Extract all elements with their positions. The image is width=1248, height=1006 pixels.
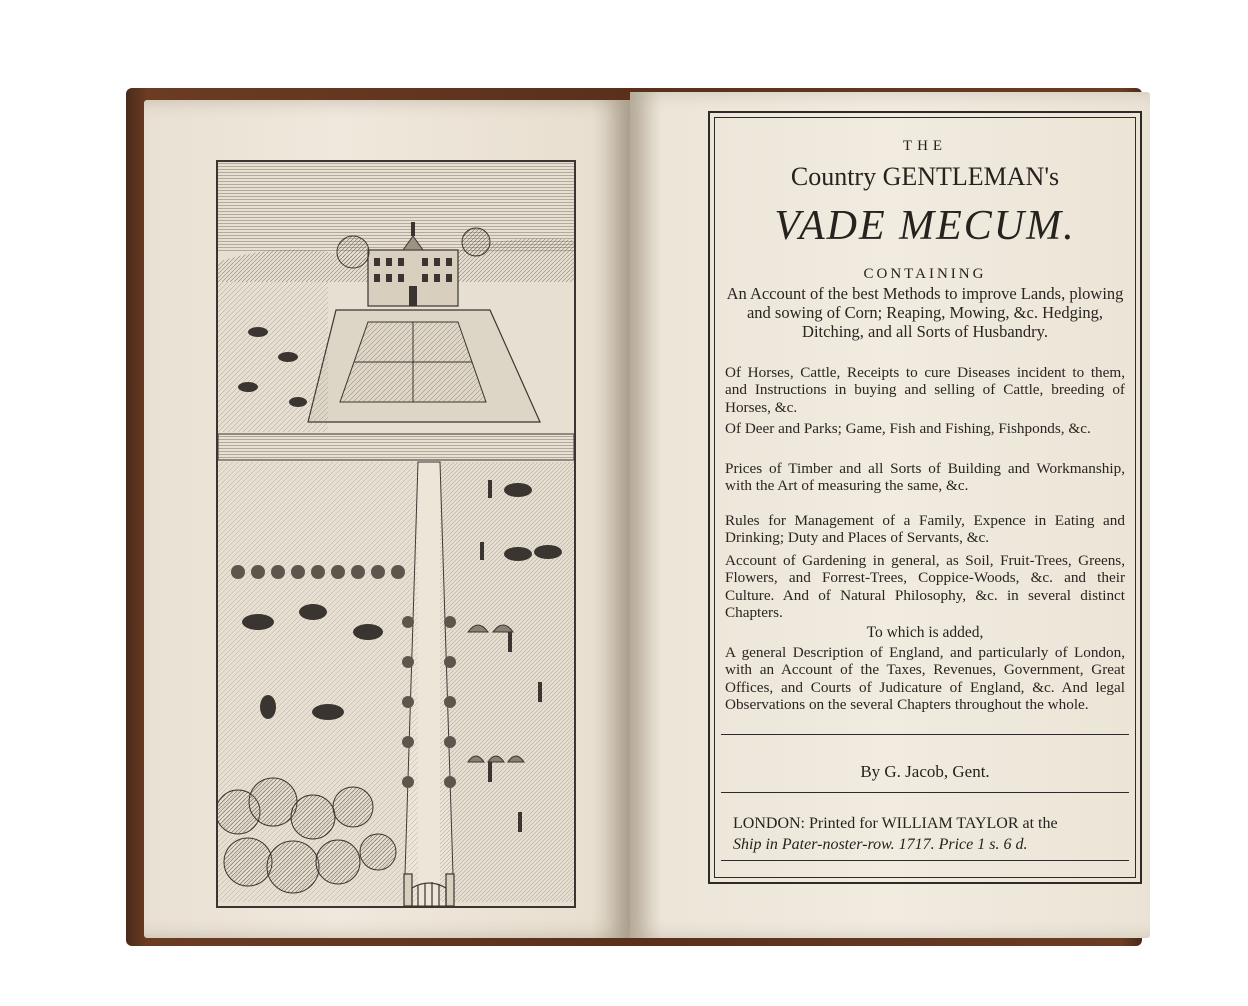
title-vade-mecum: VADE MECUM.	[774, 203, 1076, 249]
section-gardening: Account of Gardening in general, as Soil, Fruit-Trees, Greens, Flowers, and Forrest-Trees, Coppice-Woods, &c. and their Culture. And of Natural Philosophy, &c. in several distinct Chapters.	[725, 552, 1125, 622]
imprint-line-1: LONDON: Printed for WILLIAM TAYLOR at the	[733, 815, 1058, 832]
frontispiece-engraving	[216, 160, 576, 908]
imprint	[733, 813, 1125, 855]
author-line: By G. Jacob, Gent.	[860, 762, 990, 781]
title-page-border	[708, 111, 1142, 884]
rule-bottom	[721, 860, 1129, 861]
section-family: Rules for Management of a Family, Expence in Eating and Drinking; Duty and Places of Servants, &c.	[725, 512, 1125, 547]
title-country-gentleman: Country GENTLEMAN's	[790, 162, 1060, 191]
section-description: A general Description of England, and particularly of London, with an Account of the Taxes, Revenues, Government, Great Offices, and Courts of Judicature of England, &c. And legal Observations on the several Chapters throughout the whole.	[725, 644, 1125, 714]
containing-heading: CONTAINING	[863, 266, 987, 282]
right-page	[630, 92, 1150, 938]
engraving-country-estate-icon	[218, 162, 574, 906]
title-the: THE	[902, 138, 948, 154]
title-page-inner-border	[714, 117, 1136, 878]
section-husbandry: An Account of the best Methods to improve Lands, plowing and sowing of Corn; Reaping, Mowing, &c. Hedging, Ditching, and all Sorts of Husbandry.	[726, 284, 1124, 341]
rule-top	[721, 734, 1129, 735]
rule-middle	[721, 792, 1129, 793]
section-deer: Of Deer and Parks; Game, Fish and Fishing, Fishponds, &c.	[725, 420, 1091, 437]
imprint-line-2: Ship in Pater-noster-row. 1717. Price 1 s. 6 d.	[733, 836, 1028, 853]
to-which-is-added: To which is added,	[866, 624, 984, 641]
open-book	[126, 88, 1142, 946]
left-page	[144, 100, 630, 938]
section-timber: Prices of Timber and all Sorts of Building and Workmanship, with the Art of measuring the same, &c.	[725, 460, 1125, 495]
section-horses: Of Horses, Cattle, Receipts to cure Diseases incident to them, and Instructions in buying and selling of Cattle, breeding of Horses, &c.	[725, 364, 1125, 416]
